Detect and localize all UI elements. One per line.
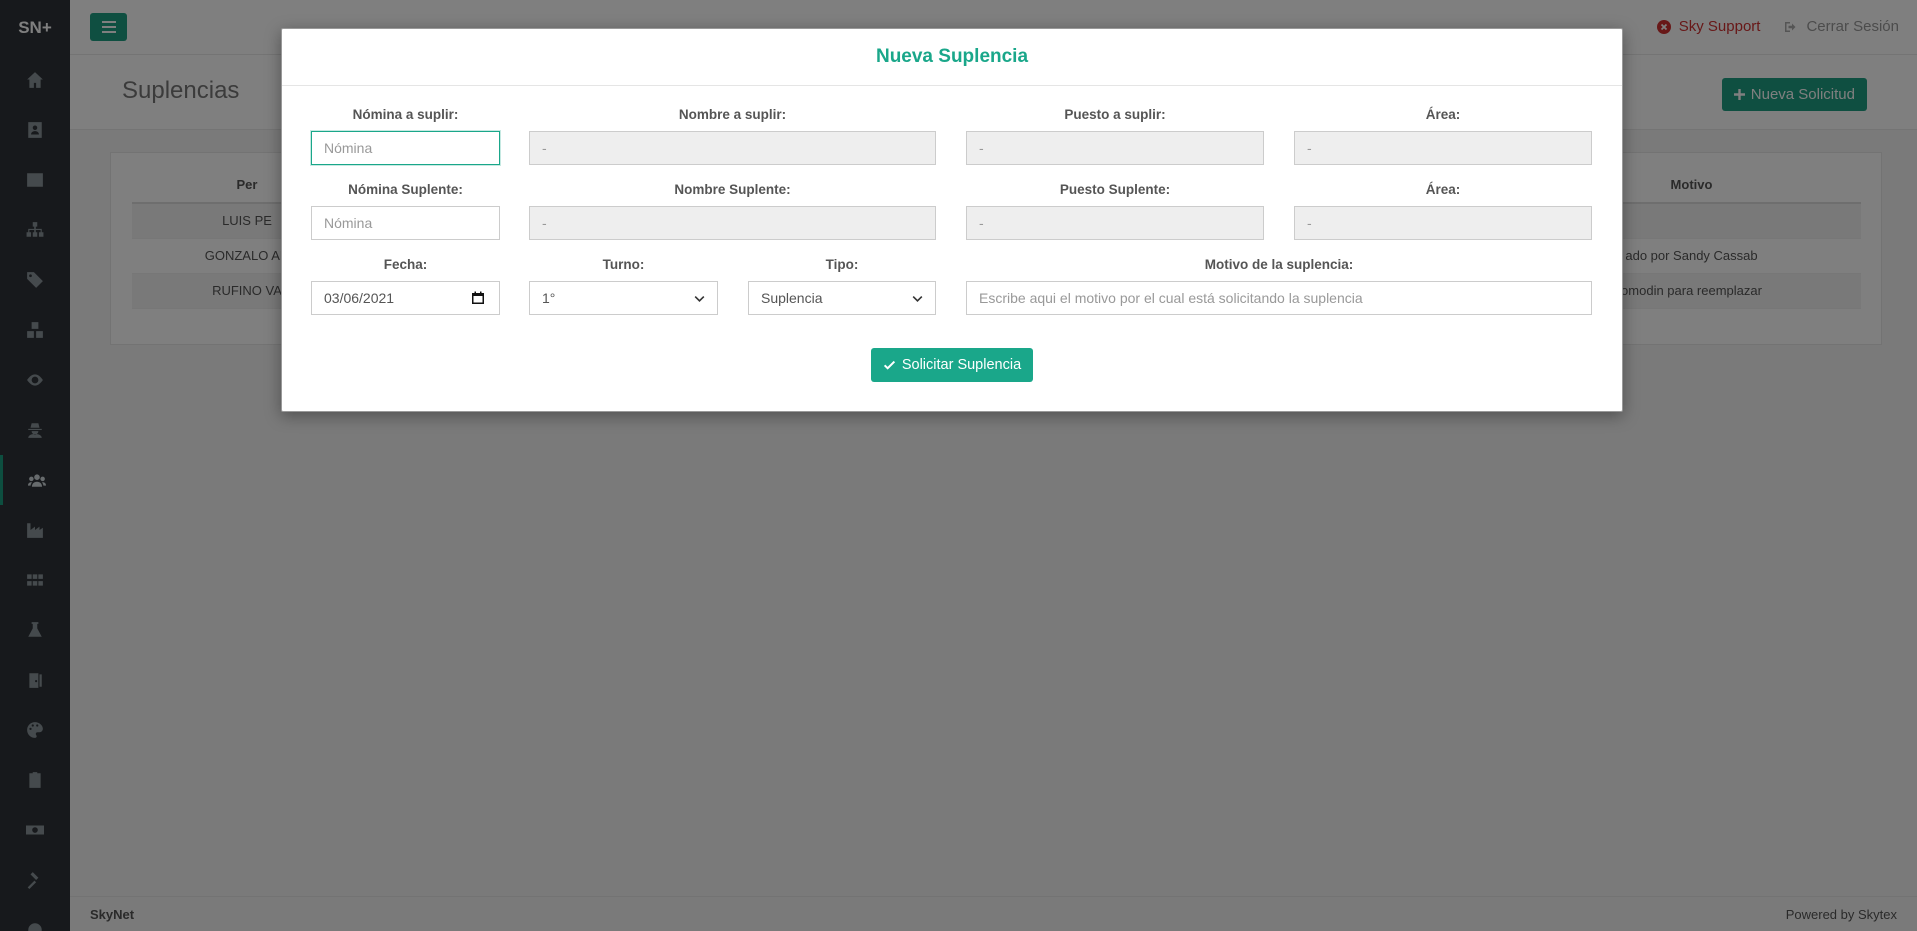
new-substitution-modal [281, 28, 1623, 412]
turno-label: Turno: [602, 257, 645, 272]
nomina-suplente-input[interactable] [311, 206, 500, 240]
modal-header [282, 29, 1622, 86]
puesto-suplente-label: Puesto Suplente: [1059, 182, 1171, 197]
nomina-suplir-label: Nómina a suplir: [352, 107, 459, 122]
chevron-down-icon [912, 293, 923, 304]
fecha-input[interactable] [311, 281, 500, 315]
nombre-suplir-group [529, 105, 936, 165]
submit-label: Solicitar Suplencia [901, 357, 1022, 373]
nombre-suplir-field: - [529, 131, 936, 165]
area-suplir-label: Área: [1425, 107, 1461, 122]
nomina-suplir-group [311, 105, 500, 165]
nomina-suplente-group [311, 180, 500, 240]
tipo-label: Tipo: [825, 257, 859, 272]
calendar-icon[interactable] [471, 291, 485, 305]
motivo-group [966, 255, 1592, 315]
turno-select[interactable] [529, 281, 718, 315]
tipo-value: Suplencia [761, 290, 823, 306]
nomina-suplir-input[interactable] [311, 131, 500, 165]
puesto-suplir-field: - [966, 131, 1264, 165]
check-icon [883, 359, 896, 372]
tipo-group [748, 255, 936, 315]
fecha-group [311, 255, 500, 315]
motivo-label: Motivo de la suplencia: [1204, 257, 1354, 272]
area-suplente-group [1294, 180, 1592, 240]
motivo-input[interactable] [966, 281, 1592, 315]
nomina-suplir-placeholder: Nómina [324, 140, 373, 156]
fecha-label: Fecha: [383, 257, 428, 272]
puesto-suplir-label: Puesto a suplir: [1064, 107, 1166, 122]
nombre-suplente-field: - [529, 206, 936, 240]
nomina-suplente-placeholder: Nómina [324, 215, 373, 231]
nombre-suplente-label: Nombre Suplente: [674, 182, 791, 197]
nombre-suplir-label: Nombre a suplir: [678, 107, 787, 122]
area-suplente-label: Área: [1425, 182, 1461, 197]
fecha-value: 03/06/2021 [324, 290, 395, 306]
tipo-select[interactable] [748, 281, 936, 315]
submit-substitution-button[interactable] [871, 348, 1033, 382]
nombre-suplente-group [529, 180, 936, 240]
modal-title: Nueva Suplencia [875, 46, 1029, 67]
area-suplente-field: - [1294, 206, 1592, 240]
area-suplir-field: - [1294, 131, 1592, 165]
puesto-suplente-field: - [966, 206, 1264, 240]
chevron-down-icon [694, 293, 705, 304]
motivo-placeholder: Escribe aqui el motivo por el cual está solicitando la suplencia [979, 290, 1363, 306]
turno-value: 1° [542, 290, 556, 306]
nomina-suplente-label: Nómina Suplente: [348, 182, 463, 197]
puesto-suplir-group [966, 105, 1264, 165]
area-suplir-group [1294, 105, 1592, 165]
turno-group [529, 255, 718, 315]
puesto-suplente-group [966, 180, 1264, 240]
